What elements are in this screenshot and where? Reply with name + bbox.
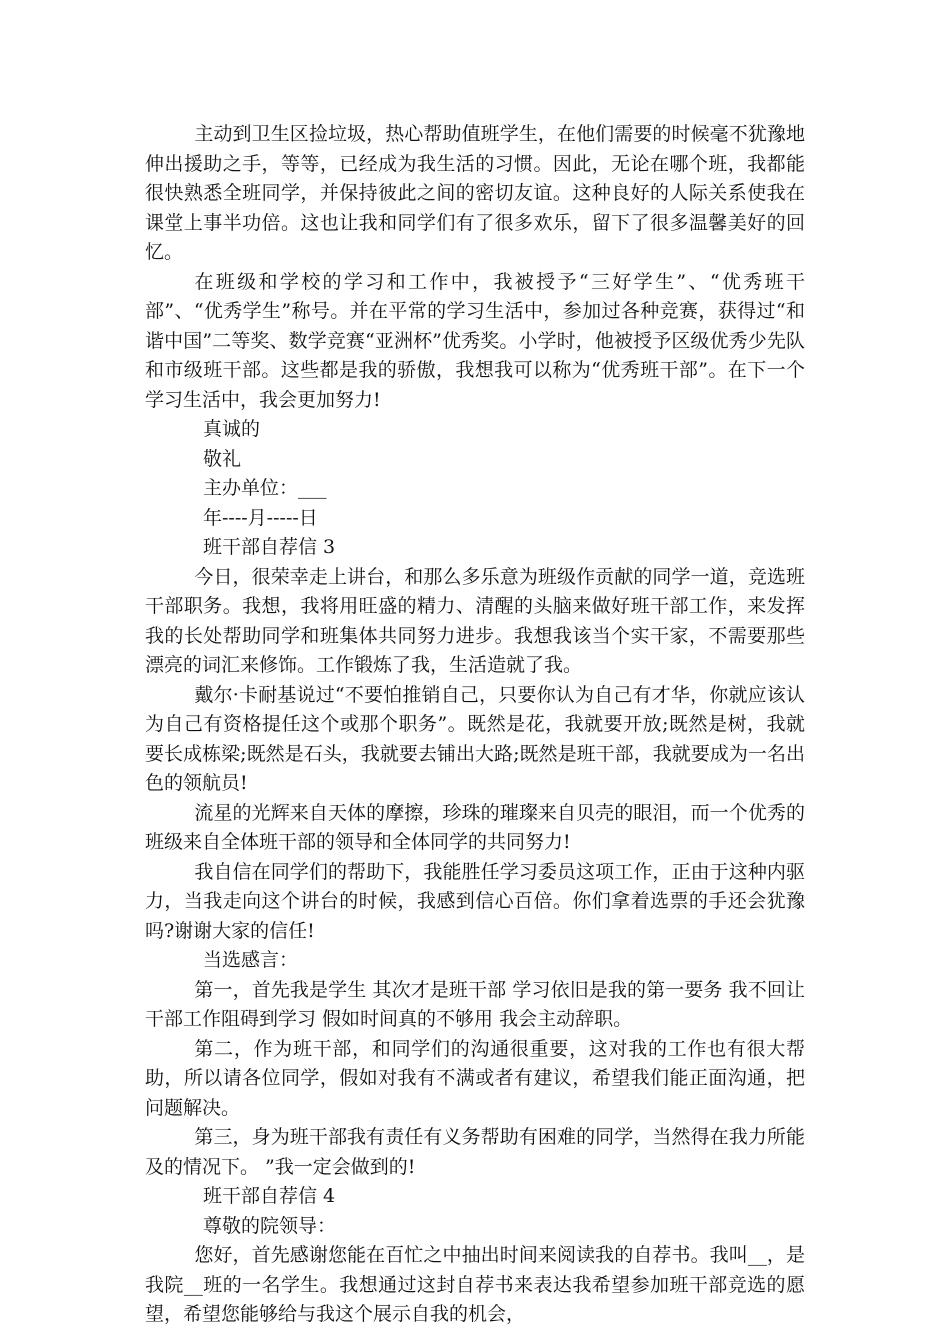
paragraph: 第二，作为班干部，和同学们的沟通很重要，这对我的工作也有很大帮助，所以请各位同学，假如对我有不满或者有建议，希望我们能正面沟通，把问题解决。 <box>145 1037 805 1119</box>
paragraph: 第三，身为班干部我有责任有义务帮助有困难的同学，当然得在我力所能及的情况下。 ”我一定会做到的! <box>145 1126 805 1178</box>
section-heading: 班干部自荐信 4 <box>203 1185 336 1207</box>
closing-line: 敬礼 <box>203 447 242 470</box>
paragraph: 戴尔·卡耐基说过“不要怕推销自己，只要你认为自己有才华，你就应该认为自己有资格提任这个或那个职务”。既然是花，我就要开放;既然是树，我就要长成栋梁;既然是石头，我就要去铺出大路;既然是班干部，我就要成为一名出色的领航员! <box>145 683 805 794</box>
subheading-line: 当选感言： <box>203 949 299 971</box>
section-heading: 班干部自荐信 3 <box>203 536 336 558</box>
paragraph: 在班级和学校的学习和工作中，我被授予“三好学生”、“优秀班干部”、“优秀学生”称号。并在平常的学习生活中，参加过各种竞赛，获得过“和谐中国”二等奖、数学竞赛“亚洲杯”优秀奖。小学时，他被授予区级优秀少先队和市级班干部。这些都是我的骄傲，我想我可以称为“优秀班干部”。在下一个学习生活中，我会更加努力! <box>145 270 805 411</box>
closing-line: 真诚的 <box>203 418 261 440</box>
document-page <box>145 120 805 1330</box>
paragraph: 流星的光辉来自天体的摩擦，珍珠的璀璨来自贝壳的眼泪，而一个优秀的班级来自全体班干部的领导和全体同学的共同努力! <box>145 801 805 853</box>
paragraph: 今日，很荣幸走上讲台，和那么多乐意为班级作贡献的同学一道，竞选班干部职务。我想，我将用旺盛的精力、清醒的头脑来做好班干部工作，来发挥我的长处帮助同学和班集体共同努力进步。我想我该当个实干家，不需要那些漂亮的词汇来修饰。工作锻炼了我，生活造就了我。 <box>145 565 805 676</box>
organizer-line: 主办单位：___ <box>203 477 327 499</box>
salutation-line: 尊敬的院领导： <box>203 1214 337 1237</box>
paragraph: 主动到卫生区捡垃圾，热心帮助值班学生，在他们需要的时候毫不犹豫地伸出援助之手，等等，已经成为我生活的习惯。因此，无论在哪个班，我都能很快熟悉全班同学，并保持彼此之间的密切友谊。这种良好的人际关系使我在课堂上事半功倍。这也让我和同学们有了很多欢乐，留下了很多温馨美好的回忆。 <box>145 123 805 263</box>
paragraph: 第一，首先我是学生 其次才是班干部 学习依旧是我的第一要务 我不回让干部工作阻碍到学习 假如时间真的不够用 我会主动辞职。 <box>145 978 805 1030</box>
date-line: 年----月-----日 <box>203 506 318 529</box>
paragraph: 您好，首先感谢您能在百忙之中抽出时间来阅读我的自荐书。我叫__，是我院__班的一名学生。我想通过这封自荐书来表达我希望参加班干部竞选的愿望，希望您能够给与我这个展示自我的机会， <box>145 1244 805 1325</box>
paragraph: 我自信在同学们的帮助下，我能胜任学习委员这项工作，正由于这种内驱力，当我走向这个讲台的时候，我感到信心百倍。你们拿着选票的手还会犹豫吗?谢谢大家的信任! <box>145 860 805 942</box>
